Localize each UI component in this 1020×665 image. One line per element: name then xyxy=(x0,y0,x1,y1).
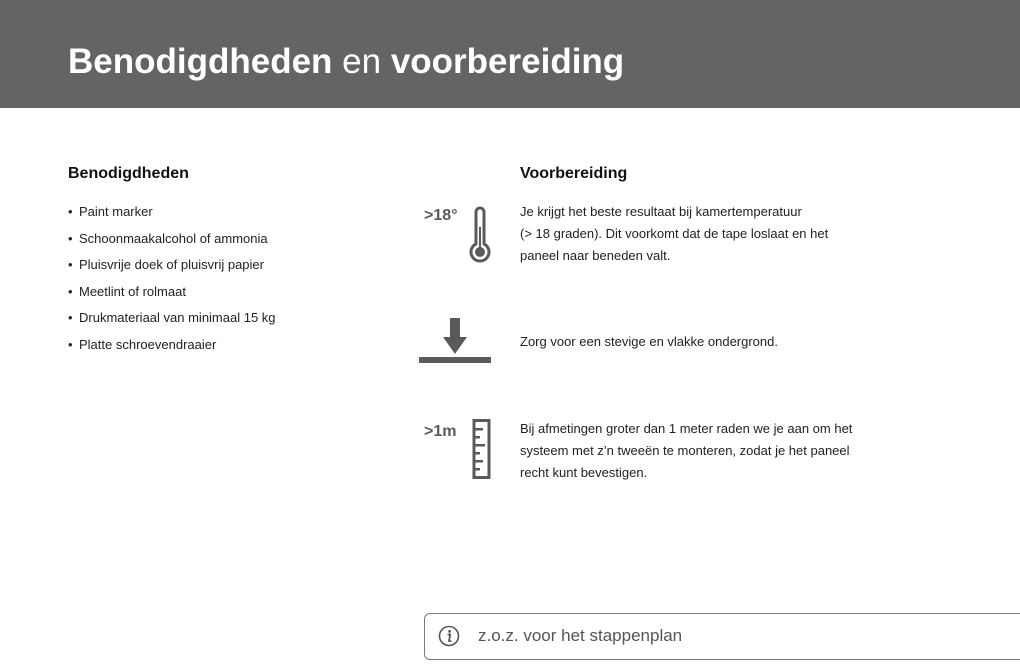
ruler-icon xyxy=(472,419,492,479)
list-item xyxy=(68,332,368,359)
list-item xyxy=(68,252,368,279)
bullet: • xyxy=(68,283,73,299)
list-item xyxy=(68,226,368,253)
supplies-list xyxy=(68,199,368,359)
text-line: recht kunt bevestigen. xyxy=(520,465,648,480)
list-item xyxy=(68,199,368,226)
supplies-section xyxy=(68,163,368,359)
thermometer-icon xyxy=(468,205,492,263)
text-line: Bij afmetingen groter dan 1 meter raden we je aan om het xyxy=(520,421,853,436)
bullet: • xyxy=(68,310,73,326)
info-icon xyxy=(438,625,460,647)
list-item-label: Meetlint of rolmaat xyxy=(79,283,186,299)
temperature-text xyxy=(520,201,900,267)
flat-surface-icon xyxy=(419,318,491,364)
turn-over-note xyxy=(424,613,1020,660)
size-label: >1m xyxy=(424,423,457,440)
text-line: paneel naar beneden valt. xyxy=(520,248,671,263)
supplies-title: Benodigdheden xyxy=(68,165,189,182)
list-item xyxy=(68,279,368,306)
surface-text xyxy=(520,331,900,353)
text-line: (> 18 graden). Dit voorkomt dat de tape loslaat en het xyxy=(520,226,829,241)
temperature-label: >18° xyxy=(424,207,458,224)
list-item-label: Paint marker xyxy=(79,204,153,219)
page-title xyxy=(68,40,624,84)
page-title-part-3: voorbereiding xyxy=(390,42,625,81)
list-item xyxy=(68,305,368,332)
page-title-part-2: en xyxy=(332,42,391,81)
size-text xyxy=(520,418,900,484)
page-header xyxy=(0,0,1020,108)
text-line: systeem met z’n tweeën te monteren, zodat je het paneel xyxy=(520,443,850,458)
bullet: • xyxy=(68,230,73,246)
text-line: Je krijgt het beste resultaat bij kamertemperatuur xyxy=(520,204,802,219)
note-text: z.o.z. voor het stappenplan xyxy=(478,626,683,645)
list-item-label: Platte schroevendraaier xyxy=(79,336,217,352)
bullet: • xyxy=(68,257,73,273)
text-line: Zorg voor een stevige en vlakke ondergrond. xyxy=(520,334,778,349)
preparation-title: Voorbereiding xyxy=(520,165,628,182)
bullet: • xyxy=(68,204,73,219)
list-item-label: Drukmateriaal van minimaal 15 kg xyxy=(79,310,276,326)
bullet: • xyxy=(68,336,73,352)
page-title-part-1: Benodigdheden xyxy=(68,42,333,81)
list-item-label: Schoonmaakalcohol of ammonia xyxy=(79,230,268,246)
list-item-label: Pluisvrije doek of pluisvrij papier xyxy=(79,257,264,273)
